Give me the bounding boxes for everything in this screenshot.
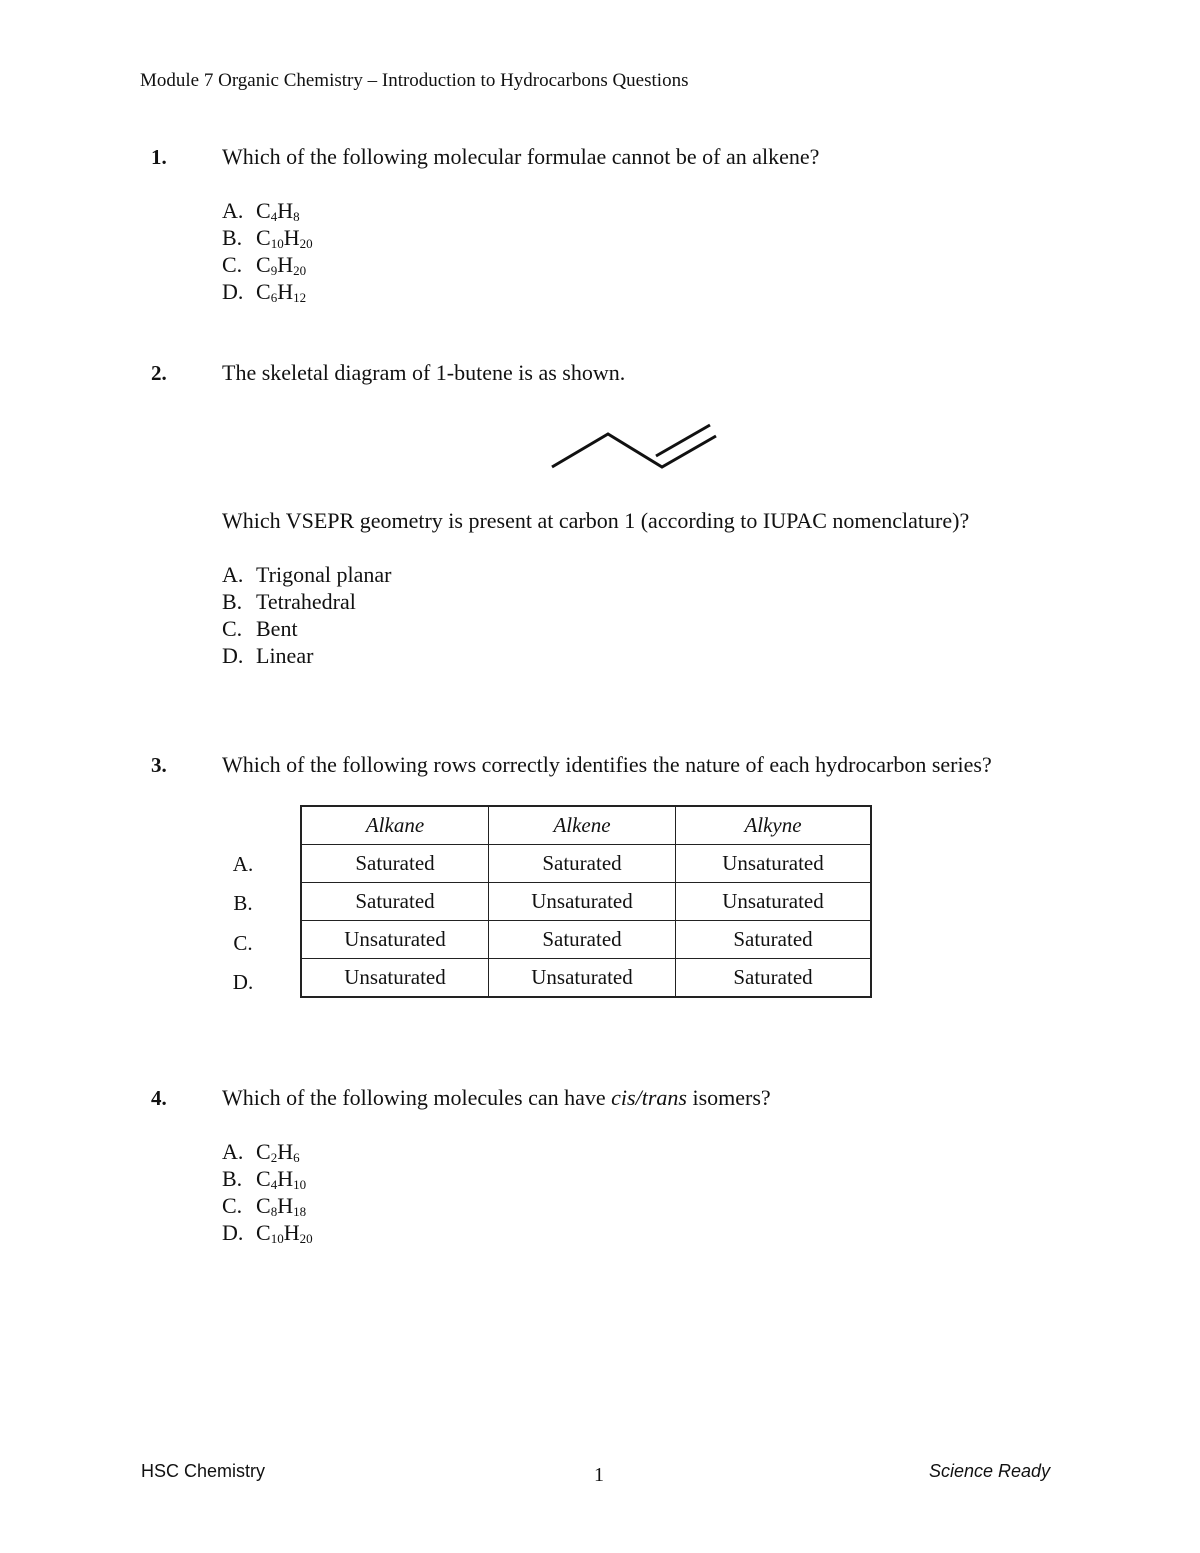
table-cell: Unsaturated [676, 845, 872, 883]
question-4-text-before: Which of the following molecules can have [222, 1085, 612, 1110]
option-letter: D. [222, 643, 244, 668]
question-2-options [222, 561, 391, 669]
carbon-count: 4 [270, 1177, 278, 1192]
option-a[interactable]: A. $C_2H_6$ [222, 1139, 300, 1165]
carbon-count: 10 [270, 1231, 284, 1246]
table-cell: Saturated [676, 959, 872, 998]
table-row [301, 883, 871, 921]
question-1-text: Which of the following molecular formulae cannot be of an alkene? [222, 144, 820, 169]
question-1-options [222, 197, 313, 305]
hydrogen-count: 20 [293, 263, 307, 278]
header-alkyne: Alkyne [676, 806, 872, 845]
option-letter: B. [222, 1166, 243, 1191]
option-b[interactable]: B. $C_4H_{10}$ [222, 1166, 307, 1192]
page-header: Module 7 Organic Chemistry – Introduction to Hydrocarbons Questions [140, 70, 689, 91]
question-4-text-italic: cis/trans [611, 1085, 687, 1110]
option-letter: A. [222, 1139, 244, 1164]
option-b[interactable]: B. $C_{10}H_{20}$ [222, 225, 313, 251]
option-letter: B. [222, 589, 243, 614]
double-bond-line [656, 425, 710, 456]
table-cell: Unsaturated [489, 959, 676, 998]
table-cell: Unsaturated [301, 921, 489, 959]
option-letter: C. [222, 252, 243, 277]
question-4-number: 4. [151, 1086, 167, 1110]
page-number: 1 [594, 1464, 604, 1486]
table-header-row [301, 806, 871, 845]
option-d[interactable]: D. $C_6H_{12}$ [222, 279, 307, 305]
option-letter: D. [222, 1220, 244, 1245]
option-c[interactable]: C. $C_8H_{18}$ [222, 1193, 307, 1219]
footer-right: Science Ready [929, 1461, 1051, 1481]
row-label-a[interactable]: A. [232, 852, 254, 876]
hydrogen-count: 8 [293, 209, 300, 224]
question-3-text: Which of the following rows correctly identifies the nature of each hydrocarbon series? [222, 752, 992, 777]
hydrogen-count: 20 [299, 1231, 313, 1246]
question-4-text-after: isomers? [686, 1085, 771, 1110]
hydrogen-count: 12 [293, 290, 307, 305]
table-cell: Saturated [301, 883, 489, 921]
question-2-text: The skeletal diagram of 1-butene is as shown. [222, 360, 626, 385]
question-2-subtext: Which VSEPR geometry is present at carbon 1 (according to IUPAC nomenclature)? [222, 508, 970, 533]
table-row [301, 921, 871, 959]
table-cell: Saturated [489, 845, 676, 883]
option-c[interactable]: C. $C_9H_{20}$ [222, 252, 307, 278]
question-1-number: 1. [151, 145, 167, 169]
table-cell: Unsaturated [676, 883, 872, 921]
option-b[interactable] [222, 588, 391, 615]
option-text: Tetrahedral [256, 589, 356, 614]
carbon-count: 8 [270, 1204, 278, 1219]
carbon-count: 9 [270, 263, 278, 278]
table-cell: Saturated [489, 921, 676, 959]
carbon-count: 2 [270, 1150, 278, 1165]
hydrocarbon-table [300, 805, 872, 998]
option-d[interactable] [222, 642, 391, 669]
hydrogen-count: 6 [293, 1150, 300, 1165]
option-letter: C. [222, 616, 243, 641]
table-cell: Unsaturated [489, 883, 676, 921]
option-letter: A. [222, 198, 244, 223]
option-a[interactable]: A. $C_4H_8$ [222, 198, 300, 224]
option-letter: D. [222, 279, 244, 304]
carbon-chain-bonds [552, 434, 716, 467]
option-text: Linear [256, 643, 314, 668]
option-c[interactable] [222, 615, 391, 642]
option-d[interactable]: D. $C_{10}H_{20}$ [222, 1220, 313, 1246]
question-4-options [222, 1138, 313, 1246]
hydrogen-count: 20 [299, 236, 313, 251]
row-label-d[interactable]: D. [232, 970, 254, 994]
table-cell: Unsaturated [301, 959, 489, 998]
header-alkane: Alkane [301, 806, 489, 845]
table-row [301, 845, 871, 883]
question-4-text [222, 1085, 771, 1111]
option-letter: C. [222, 1193, 243, 1218]
hydrogen-count: 10 [293, 1177, 307, 1192]
option-text: Trigonal planar [256, 562, 392, 587]
option-a[interactable] [222, 561, 391, 588]
butene-skeletal-diagram [540, 415, 730, 480]
carbon-count: 10 [270, 236, 284, 251]
option-letter: B. [222, 225, 243, 250]
carbon-count: 6 [270, 290, 278, 305]
table-cell: Saturated [301, 845, 489, 883]
table-cell: Saturated [676, 921, 872, 959]
option-letter: A. [222, 562, 244, 587]
footer-left: HSC Chemistry [141, 1461, 266, 1481]
table-row [301, 959, 871, 998]
option-text: Bent [256, 616, 298, 641]
hydrogen-count: 18 [293, 1204, 307, 1219]
row-label-c[interactable]: C. [233, 931, 253, 955]
row-label-b[interactable]: B. [233, 891, 253, 915]
carbon-count: 4 [270, 209, 278, 224]
header-alkene: Alkene [489, 806, 676, 845]
question-3-number: 3. [151, 753, 167, 777]
question-2-number: 2. [151, 361, 167, 385]
